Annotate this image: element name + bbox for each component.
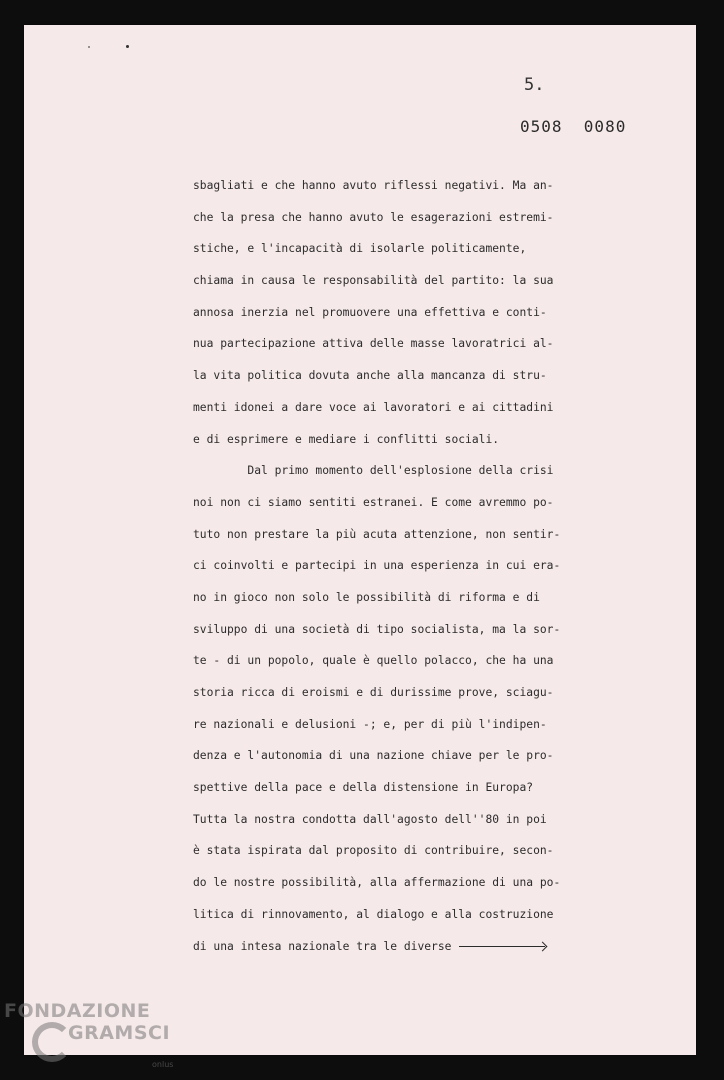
- continuation-arrow-icon: [459, 946, 545, 947]
- paper-speck: [88, 46, 90, 48]
- text-line: Dal primo momento dell'esplosione della crisi: [193, 464, 554, 478]
- archive-code: 0508 0080: [520, 117, 627, 136]
- text-line: re nazionali e delusioni -; e, per di più l'indipen-: [193, 717, 547, 731]
- text-line: è stata ispirata dal proposito di contribuire, secon-: [193, 844, 554, 858]
- text-line: che la presa che hanno avuto le esagerazioni estremi-: [193, 210, 554, 224]
- paper-speck: [126, 45, 129, 48]
- text-line: nua partecipazione attiva delle masse lavoratrici al-: [193, 337, 554, 351]
- text-line: sviluppo di una società di tipo socialista, ma la sor-: [193, 622, 561, 636]
- text-line: di una intesa nazionale tra le diverse: [193, 939, 452, 953]
- text-line: la vita politica dovuta anche alla mancanza di stru-: [193, 369, 547, 383]
- text-line: storia ricca di eroismi e di durissime prove, sciagu-: [193, 686, 554, 699]
- g-logo-icon: [32, 1022, 72, 1062]
- watermark-line-2: GRAMSCI: [68, 1022, 171, 1044]
- body-text: [193, 177, 563, 969]
- text-line: menti idonei a dare voce ai lavoratori e ai cittadini: [193, 400, 554, 414]
- text-line: stiche, e l'incapacità di isolarle politicamente,: [193, 242, 527, 256]
- watermark-line-3: onlus: [152, 1060, 174, 1069]
- text-line: spettive della pace e della distensione in Europa?: [193, 781, 534, 795]
- text-line: tuto non prestare la più acuta attenzione, non sentir-: [193, 527, 561, 541]
- document-page: [24, 25, 696, 1055]
- text-line: e di esprimere e mediare i conflitti sociali.: [193, 432, 500, 446]
- text-line: ci coinvolti e partecipi in una esperienza in cui era-: [193, 559, 561, 573]
- watermark-logo: [4, 1000, 174, 1069]
- text-line: annosa inerzia nel promuovere una effettiva e conti-: [193, 305, 547, 319]
- text-line: te - di un popolo, quale è quello polacco, che ha una: [193, 654, 554, 668]
- text-line: noi non ci siamo sentiti estranei. E come avremmo po-: [193, 495, 554, 509]
- text-line: no in gioco non solo le possibilità di riforma e di: [193, 590, 540, 604]
- text-line: sbagliati e che hanno avuto riflessi negativi. Ma an-: [193, 179, 554, 192]
- text-line: chiama in causa le responsabilità del partito: la sua: [193, 274, 554, 288]
- text-line: denza e l'autonomia di una nazione chiave per le pro-: [193, 749, 554, 763]
- text-line: litica di rinnovamento, al dialogo e alla costruzione: [193, 907, 554, 921]
- text-line: do le nostre possibilità, alla affermazione di una po-: [193, 876, 561, 890]
- text-line: Tutta la nostra condotta dall'agosto dell''80 in poi: [193, 812, 547, 826]
- page-number: 5.: [524, 75, 545, 95]
- watermark-line-1: FONDAZIONE: [4, 1000, 151, 1022]
- text-line-last: [193, 938, 563, 970]
